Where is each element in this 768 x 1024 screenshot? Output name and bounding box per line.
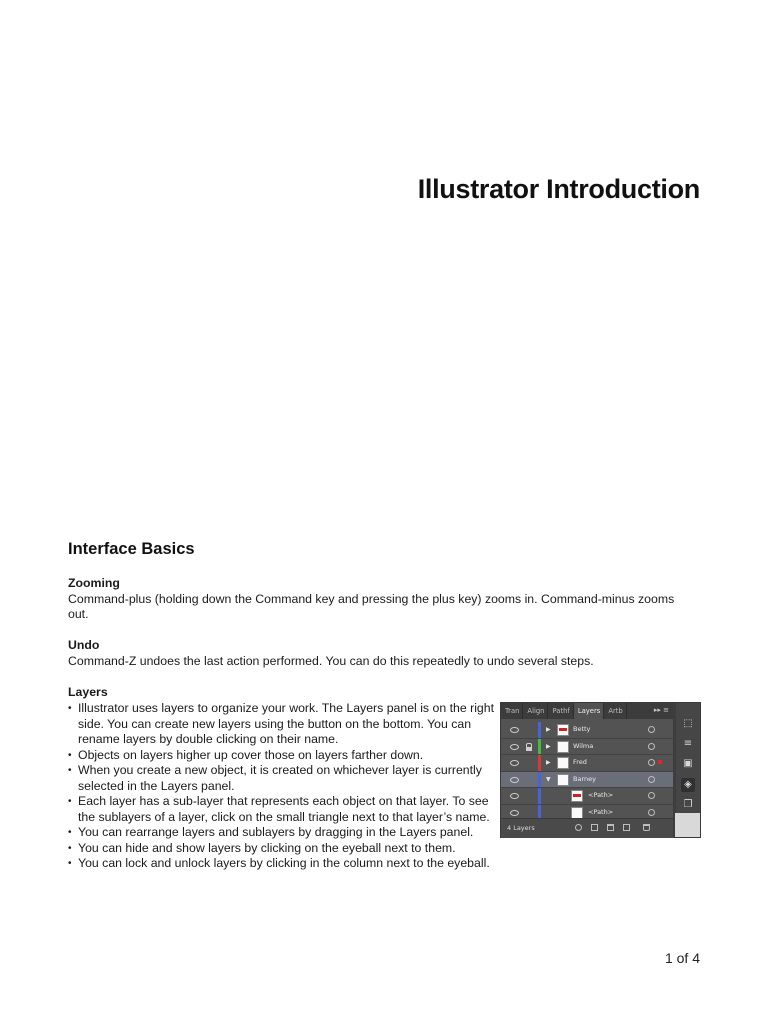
layer-name[interactable]: <Path> <box>588 807 614 816</box>
layer-row[interactable] <box>501 739 673 756</box>
layer-row[interactable] <box>501 772 673 789</box>
target-circle-icon[interactable] <box>648 759 655 766</box>
layers-section <box>68 685 698 701</box>
visibility-eye-icon[interactable] <box>510 760 519 766</box>
visibility-eye-icon[interactable] <box>510 744 519 750</box>
layer-rows <box>501 722 673 821</box>
layer-name[interactable]: Barney <box>573 774 596 783</box>
target-circle-icon[interactable] <box>648 809 655 816</box>
artboards-icon[interactable]: ⬚ <box>683 718 693 729</box>
new-sublayer-icon[interactable] <box>607 824 614 831</box>
panel-menu-icon[interactable]: ▸▸ ≡ <box>653 706 669 714</box>
undo-section <box>68 638 698 669</box>
collapsed-triangle-icon[interactable]: ▶ <box>546 726 551 733</box>
layer-name[interactable]: <Path> <box>588 791 614 799</box>
layers-heading: Layers <box>68 685 108 699</box>
expanded-triangle-icon[interactable]: ▼ <box>546 775 551 783</box>
layer-thumbnail <box>557 724 569 736</box>
layer-color-bar <box>538 772 541 788</box>
panel-tabs <box>501 703 673 719</box>
trash-icon[interactable] <box>643 824 650 831</box>
layer-color-bar <box>538 739 541 755</box>
bullet-item: • Each layer has a sub-layer that represents each object on that layer. To see the sublayers of a layer, click on the small triangle next to that layer’s name. <box>68 794 500 825</box>
layers-icon[interactable]: ◈ <box>681 778 695 792</box>
layer-name[interactable]: Betty <box>573 725 591 733</box>
visibility-eye-icon[interactable] <box>510 777 519 783</box>
layers-bullet-list <box>68 701 500 872</box>
bullet-item: • When you create a new object, it is created on whichever layer is currently selected in the Layers panel. <box>68 763 500 794</box>
document-title: Illustrator Introduction <box>417 174 700 204</box>
layer-row[interactable] <box>501 755 673 772</box>
new-layer-icon[interactable] <box>623 824 630 831</box>
target-circle-icon[interactable] <box>648 792 655 799</box>
layer-count: 4 Layers <box>507 824 535 832</box>
visibility-eye-icon[interactable] <box>510 727 519 733</box>
align-icon[interactable]: ≡ <box>683 738 693 749</box>
target-circle-icon[interactable] <box>648 776 655 783</box>
page-number: 1 of 4 <box>664 950 700 966</box>
bullet-item: • You can rearrange layers and sublayers by dragging in the Layers panel. <box>68 825 548 841</box>
layer-color-bar <box>538 755 541 771</box>
transform-icon[interactable]: ❐ <box>683 799 693 810</box>
layer-thumbnail <box>571 807 583 819</box>
target-circle-icon[interactable] <box>648 726 655 733</box>
visibility-eye-icon[interactable] <box>510 810 519 816</box>
panel-footer <box>501 818 673 838</box>
pathfinder-icon[interactable]: ▣ <box>683 758 693 769</box>
lock-icon[interactable] <box>526 743 532 749</box>
target-circle-icon[interactable] <box>648 743 655 750</box>
zooming-heading: Zooming <box>68 576 120 590</box>
layer-name[interactable]: Wilma <box>573 741 594 750</box>
bullet-item: • You can lock and unlock layers by clicking in the column next to the eyeball. <box>68 856 548 872</box>
collapsed-triangle-icon[interactable]: ▶ <box>546 759 551 766</box>
tab-align[interactable]: Align <box>523 703 548 719</box>
layer-color-bar <box>538 722 541 738</box>
clipping-mask-icon[interactable] <box>591 824 598 831</box>
selection-indicator-icon <box>658 760 662 764</box>
layer-thumbnail <box>557 741 569 753</box>
layer-color-bar <box>538 788 541 804</box>
rail-bottom-area <box>675 813 700 837</box>
zooming-section <box>68 576 698 623</box>
layer-row[interactable] <box>501 722 673 739</box>
sublayer-row[interactable] <box>501 788 673 805</box>
layer-thumbnail <box>571 790 583 802</box>
zooming-text: Command-plus (holding down the Command key and pressing the plus key) zooms in. Command-minus zooms out. <box>68 591 675 621</box>
visibility-eye-icon[interactable] <box>510 793 519 799</box>
tab-pathfinder[interactable]: Pathf <box>548 703 573 719</box>
layer-thumbnail <box>557 757 569 769</box>
layer-thumbnail <box>557 774 569 786</box>
undo-heading: Undo <box>68 638 100 652</box>
bullet-item: • Objects on layers higher up cover those on layers farther down. <box>68 748 500 764</box>
tab-transform[interactable]: Tran <box>501 703 523 719</box>
section-heading: Interface Basics <box>68 540 195 558</box>
locate-object-icon[interactable] <box>575 824 582 831</box>
layers-panel-screenshot <box>501 703 700 837</box>
collapsed-triangle-icon[interactable]: ▶ <box>546 742 551 750</box>
bullet-item: • Illustrator uses layers to organize your work. The Layers panel is on the right side. You can create new layers using the button on the bottom. You can rename layers by double clicking on their name. <box>68 701 500 748</box>
undo-text: Command-Z undoes the last action performed. You can do this repeatedly to undo several steps. <box>68 653 594 668</box>
bullet-item: • You can hide and show layers by clicking on the eyeball next to them. <box>68 841 548 857</box>
tab-artboards[interactable]: Artb <box>604 703 626 719</box>
tab-layers[interactable]: Layers <box>574 703 605 719</box>
layer-name[interactable]: Fred <box>573 758 587 766</box>
